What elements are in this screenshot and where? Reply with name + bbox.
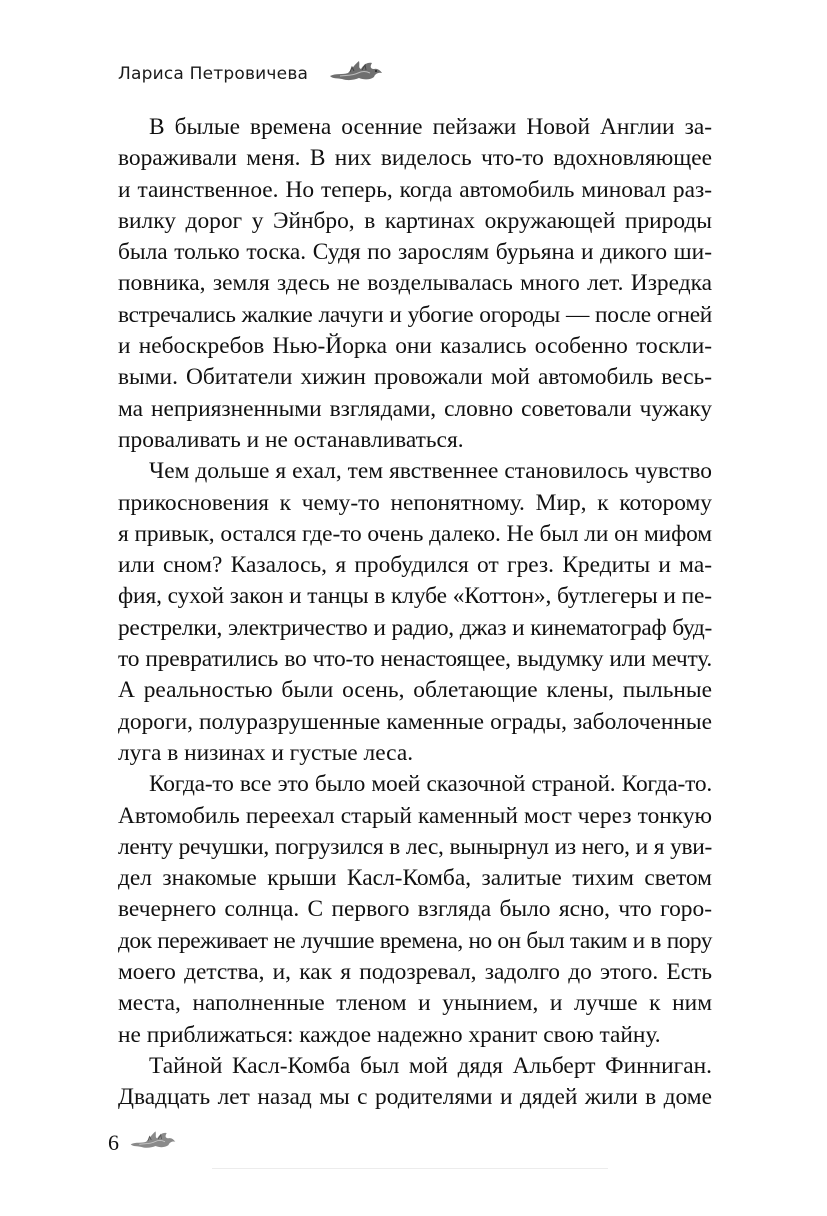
page-footer xyxy=(108,1128,177,1158)
text-line: дел знакомые крыши Касл-Комба, залитые тихим светом xyxy=(118,865,712,892)
author-name: Лариса Петровичева xyxy=(118,63,309,84)
text-line: вечернего солнца. С первого взгляда было ясно, что горо- xyxy=(118,896,712,923)
text-line: проваливать и не останавливаться. xyxy=(118,426,464,453)
text-line: фия, сухой закон и танцы в клубе «Коттон», бутлегеры и пе- xyxy=(118,583,712,610)
text-line: рестрелки, электричество и радио, джаз и кинематограф буд- xyxy=(118,614,712,641)
text-line: Двадцать лет назад мы с родителями и дядей жили в доме xyxy=(118,1084,712,1111)
text-line: дороги, полуразрушенные каменные ограды, заболоченные xyxy=(118,708,712,735)
text-line: Автомобиль переехал старый каменный мост через тонкую xyxy=(118,802,712,829)
page-edge-rule xyxy=(212,1168,608,1169)
text-line: ма неприязненными взглядами, словно советовали чужаку xyxy=(118,395,712,422)
running-head xyxy=(118,58,384,89)
text-line: вораживали меня. В них виделось что-то вдохновляющее xyxy=(118,145,712,172)
text-line: и таинственное. Но теперь, когда автомобиль миновал раз- xyxy=(118,176,712,203)
text-line: места, наполненные тленом и унынием, и лучше к ним xyxy=(118,990,712,1017)
text-line: Чем дольше я ехал, тем явственнее становилось чувство xyxy=(149,458,712,485)
text-line: Когда-то все это было моей сказочной страной. Когда-то. xyxy=(149,771,712,798)
text-line: Тайной Касл-Комба был мой дядя Альберт Финниган. xyxy=(149,1052,712,1079)
text-line: я привык, остался где-то очень далеко. Не был ли он мифом xyxy=(118,520,712,547)
body-text xyxy=(118,112,712,1114)
text-line: вилку дорог у Эйнбро, в картинах окружающей природы xyxy=(118,207,712,234)
text-line: А реальностью были осень, облетающие клены, пыльные xyxy=(118,677,712,704)
page-number: 6 xyxy=(108,1130,119,1155)
text-line: В былые времена осенние пейзажи Новой Англии за- xyxy=(149,114,712,140)
text-line: выми. Обитатели хижин провожали мой автомобиль весь- xyxy=(118,364,712,391)
text-line: и небоскребов Нью-Йорка они казались особенно тоскли- xyxy=(118,333,712,360)
text-line: ленту речушки, погрузился в лес, вынырнул из него, и я уви- xyxy=(118,833,712,860)
text-line: то превратились во что-то ненастоящее, выдумку или мечту. xyxy=(118,646,712,673)
text-line: прикосновения к чему-то непонятному. Мир, к которому xyxy=(118,489,712,516)
dragon-ornament-icon xyxy=(328,58,384,89)
dragon-ornament-icon xyxy=(129,1128,177,1158)
text-line: была только тоска. Судя по зарослям бурьяна и дикого ши- xyxy=(118,239,712,266)
text-line: повника, земля здесь не возделывалась много лет. Изредка xyxy=(118,270,712,297)
text-line: луга в низинах и густые леса. xyxy=(118,739,414,766)
text-line: встречались жалкие лачуги и убогие огороды — после огней xyxy=(118,301,712,328)
text-line: или сном? Казалось, я пробудился от грез. Кредиты и ма- xyxy=(118,552,712,579)
text-line: моего детства, и, как я подозревал, задолго до этого. Есть xyxy=(118,959,712,986)
text-line: док переживает не лучшие времена, но он был таким и в пору xyxy=(118,927,712,954)
text-line: не приближаться: каждое надежно хранит свою тайну. xyxy=(118,1021,661,1048)
